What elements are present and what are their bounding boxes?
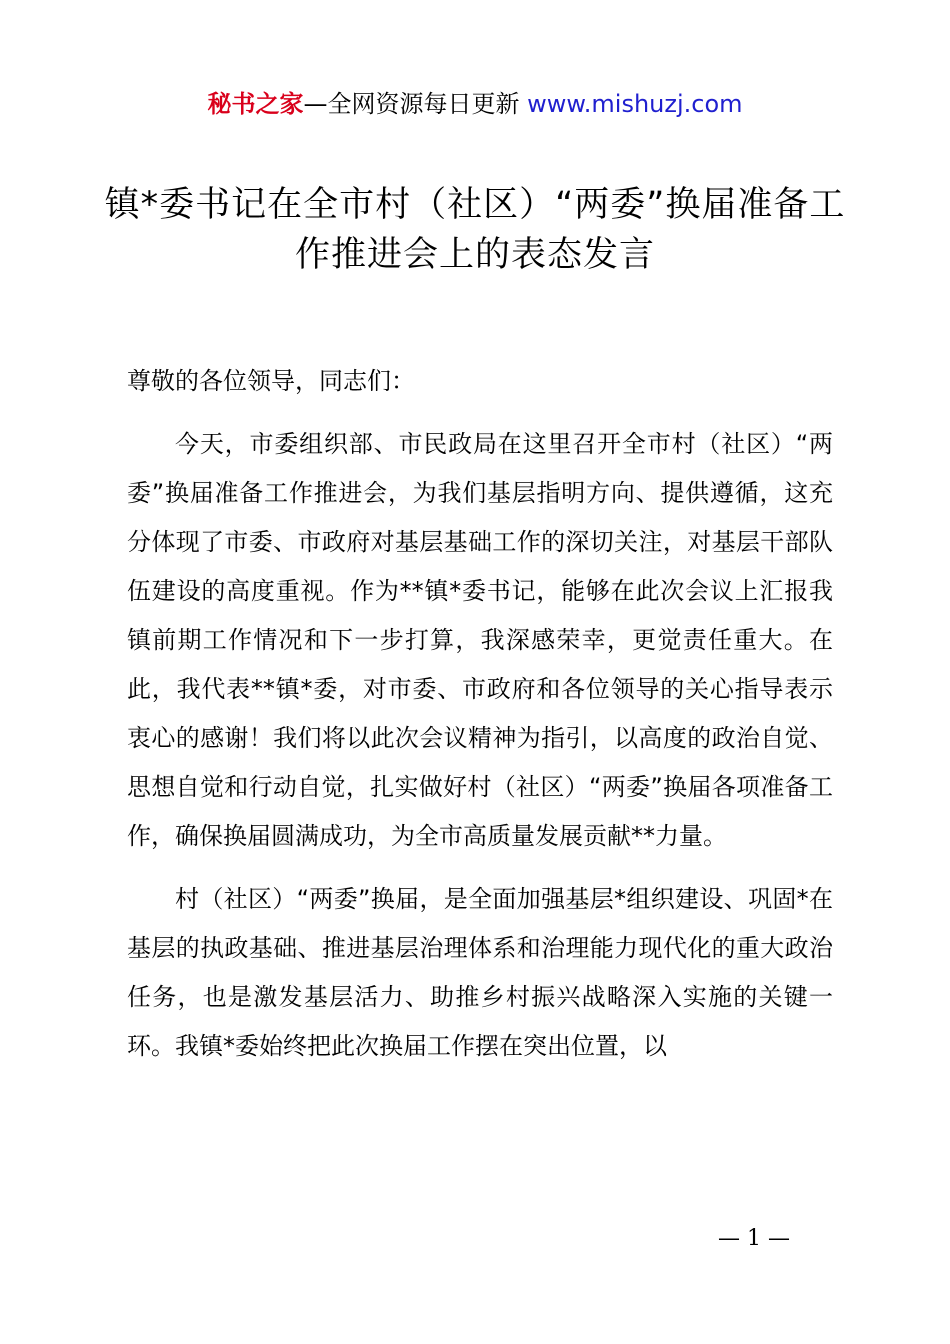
site-url-link[interactable]: www.mishuzj.com	[527, 90, 743, 118]
site-header	[0, 86, 950, 122]
body-paragraph: 村（社区）“两委”换届，是全面加强基层*组织建设、巩固*在基层的执政基础、推进基层治理体系和治理能力现代化的重大政治任务，也是激发基层活力、助推乡村振兴战略深入实施的关键一环。我镇*委始终把此次换届工作摆在突出位置，以	[127, 885, 833, 1060]
document-body	[127, 357, 833, 1085]
page-number: — 1 —	[718, 1226, 790, 1251]
body-paragraph: 今天，市委组织部、市民政局在这里召开全市村（社区）“两委”换届准备工作推进会，为我们基层指明方向、提供遵循，这充分体现了市委、市政府对基层基础工作的深切关注，对基层干部队伍建设的高度重视。作为**镇*委书记，能够在此次会议上汇报我镇前期工作情况和下一步打算，我深感荣幸，更觉责任重大。在此，我代表**镇*委，对市委、市政府和各位领导的关心指导表示衷心的感谢！我们将以此次会议精神为指引，以高度的政治自觉、思想自觉和行动自觉，扎实做好村（社区）“两委”换届各项准备工作，确保换届圆满成功，为全市高质量发展贡献**力量。	[127, 430, 833, 850]
document-title: 镇*委书记在全市村（社区）“两委”换届准备工作推进会上的表态发言	[104, 185, 846, 275]
site-brand: 秘书之家	[207, 90, 304, 118]
site-tagline: —全网资源每日更新	[303, 90, 520, 118]
salutation: 尊敬的各位领导，同志们：	[127, 367, 415, 395]
